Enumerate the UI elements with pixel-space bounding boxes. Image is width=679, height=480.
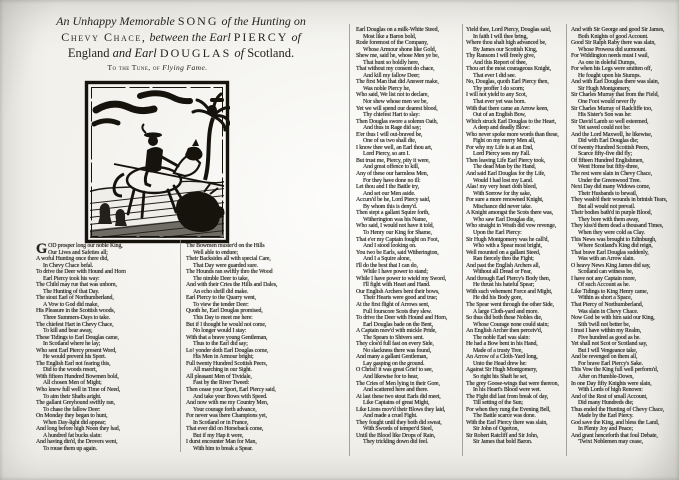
ballad-line: The Battle scarce was done.	[473, 413, 536, 420]
ballad-line: With Swords of temper'd Steel,	[363, 426, 434, 433]
ballad-line: In one Day fifty Knights were slain,	[571, 380, 652, 387]
ballad-line: With such vehement Force and Might,	[466, 288, 553, 295]
ballad-line: Thy proffer I do scorn;	[473, 85, 525, 92]
ballad-line: He fought upon his Stumps.	[578, 72, 641, 79]
ballad-column-3	[356, 27, 460, 446]
ballad-line: For Widdington needs must I wail,	[571, 53, 649, 60]
ballad-line: Was slain in Chevy Chace.	[578, 308, 639, 315]
ballad-line: The Cries of Men lying in their Gore,	[356, 380, 440, 387]
ballad-line: These Tidings to Earl Douglas came,	[36, 334, 119, 341]
ballad-line: Thy Ransom I will freely give,	[466, 53, 536, 60]
ballad-line: Who said, We list not to declare,	[356, 92, 429, 99]
ballad-line: To view the tender Deer:	[193, 301, 249, 308]
ballad-line: An Arrow of a Cloth-Yard long,	[466, 354, 538, 361]
ballad-line: When Day-light did appear;	[43, 419, 106, 426]
ballad-line: A Vow to God did make,	[43, 301, 99, 308]
ballad-column-5	[571, 27, 675, 446]
ballad-line: For they have done no ill:	[363, 177, 421, 184]
ballad-line: Now God be with him said our King,	[571, 315, 655, 322]
ballad-line: Well mounted on a gallant Steed,	[466, 249, 541, 256]
ballad-line: Three Summers-Days to take.	[43, 315, 111, 322]
ballad-line: With that there came an Arrow keen,	[466, 105, 549, 112]
ballad-line: Sir Charles Murray of Radcliffe too,	[571, 105, 653, 112]
ballad-line: I trust I have within my Realm,	[571, 328, 642, 335]
ballad-line: Who straight in Wrath did vow revenge,	[466, 223, 557, 230]
ballad-line: But if I thought he would not come,	[186, 321, 267, 328]
ballad-line: Thou art the most courageous Knight,	[466, 66, 552, 73]
ballad-line: And with Sir George and good Sir James,	[571, 27, 665, 33]
ballad-line: And grant henceforth that foul Debate,	[571, 432, 658, 439]
ballad-line: They fought until they both did sweat,	[356, 419, 442, 426]
ballad-line: The grey Goose-wings that were thereon,	[466, 380, 559, 387]
ballad-line: Was with an Arrow slain.	[578, 256, 635, 263]
ballad-line: Sir Charles Murray that from the Field,	[571, 92, 659, 99]
ballad-column-2	[186, 243, 332, 453]
drop-cap: G	[36, 241, 48, 257]
ballad-line: This News was brought to Edinburgh,	[571, 236, 657, 243]
ballad-line: And take your Bows with Speed.	[193, 393, 268, 400]
ballad-line: They trickling down did feel.	[363, 439, 429, 446]
ballad-line: Was noble Piercy he,	[363, 85, 411, 92]
ballad-line: His Sister's Son was he:	[578, 112, 632, 119]
ballad-line: And having din'd, the Drovers went,	[36, 439, 118, 446]
ballad-line: Mischance did never take.	[473, 203, 532, 210]
ballad-line: And I stood looking on.	[363, 243, 417, 250]
ballad-line: Ran fiercely thro the Fight;	[473, 256, 534, 263]
ballad-line: To drive the Deer with Hound and Horn	[36, 269, 126, 276]
ballad-line: In Chevy Chace befal.	[43, 262, 94, 269]
woodcut-illustration	[84, 80, 230, 244]
ballad-line: Of fifteen Hundred Englishmen,	[571, 157, 644, 164]
ballad-line: A hundred fat bucks slain:	[43, 432, 102, 439]
ballad-line: Quoth he, Earl Douglas promised,	[186, 308, 263, 315]
ballad-line: Sith 'twill not better be,	[578, 321, 631, 328]
ballad-line: Your courage forth advance,	[193, 406, 257, 413]
ballad-line: I know thee well, an Earl thou art,	[356, 144, 433, 151]
ballad-line: Who with a Spear most bright,	[473, 243, 542, 250]
ballad-line: The Bowmen muster'd on the Hills	[186, 243, 265, 249]
ballad-line: Yield thee, Lord Piercy, Douglas said,	[466, 27, 552, 33]
ballad-line: Went Home but fifty-three,	[578, 164, 639, 171]
ballad-line: O heavy News King James did say,	[571, 262, 651, 269]
ballad-line: And through Earl Piercy's Body then,	[466, 275, 551, 282]
ballad-line: The English Earl not fearing this,	[36, 360, 111, 367]
hunting-woodcut	[84, 80, 230, 244]
ballad-line: To drive the Deer with Hound and Horn,	[356, 315, 448, 322]
ballad-line: To Henry our King for Shame,	[363, 229, 432, 236]
ballad-line: Then cease your Sport, Earl Piercy said,	[186, 387, 276, 394]
ballad-line: At the first flight of Arrows sent,	[356, 301, 430, 308]
ballad-line: That Day were guarded sure.	[193, 262, 258, 269]
ballad-line: Yet shall not Scot or Scotland say,	[571, 341, 648, 348]
ballad-line: Of twenty Hundred Scottish Peers,	[571, 144, 650, 151]
ballad-line: And scattered here and there.	[363, 387, 429, 394]
ballad-line: Any of these our harmless Men,	[356, 171, 428, 178]
ballad-line: Full fourscore Scots they slew.	[363, 308, 432, 315]
ballad-line: Our English Archers bent their bows,	[356, 288, 440, 295]
page-title-line3: England and Earl DOUGLAS of Scotland.	[67, 46, 295, 60]
ballad-line: Lo! yonder doth Earl Douglas come,	[186, 347, 269, 354]
ballad-line: Upon the Earl Piercy:	[473, 229, 522, 236]
ballad-line: One Foot would never fly	[578, 99, 636, 106]
ballad-line: Yet saved could not be:	[578, 125, 631, 132]
ballad-line: E'er thus I will out-braved be,	[356, 131, 423, 138]
ballad-line: And this Report of thee,	[473, 59, 527, 66]
ballad-line: Unto the Head drew he:	[473, 360, 527, 367]
ballad-line: Whose Courage none could stain;	[473, 321, 549, 328]
ballad-line: With fifteen Hundred Bowmen bold,	[36, 373, 119, 380]
ballad-line: Earl Douglas on a milk-White Steed,	[356, 27, 439, 33]
ballad-line: And past the English Archers all,	[466, 262, 540, 269]
ballad-line: Accurs'd be he, Lord Piercy said,	[356, 197, 431, 204]
ballad-line: And made a cruel Fight.	[363, 413, 418, 420]
ballad-line: With the Earl Piercy there was slain,	[466, 419, 548, 426]
ballad-line: That Piercy of Northumberland,	[571, 301, 643, 308]
ballad-line: Like Tidings to King Henry came,	[571, 288, 648, 295]
ballad-line: For when they rung the Evening Bell,	[466, 406, 551, 413]
ballad-line: The Hounds ran swiftly thro the Wood	[186, 269, 273, 276]
ballad-line: The nimble Deer to take,	[193, 275, 249, 282]
ballad-line: He thrust his hateful Spear;	[473, 282, 535, 289]
ballad-line: I'll do the best that I can do,	[356, 262, 418, 269]
ballad-line: That ever yet was born.	[473, 99, 526, 106]
ballad-line: Did with Earl Douglas die;	[578, 138, 639, 145]
ballad-line: No slackness there was found,	[363, 347, 432, 354]
ballad-line: And many a gallant Gentleman,	[356, 354, 428, 361]
ballad-line: And kill my fallow Deer;	[363, 72, 420, 79]
ballad-line: By James our Scottish King,	[473, 46, 538, 53]
ballad-line: The gallant Greyhound swiftly ran,	[36, 400, 115, 407]
ballad-line: Our Lives and Safeties all;	[48, 249, 108, 256]
ballad-line: And of the Rest of small Account,	[571, 393, 648, 400]
ballad-line: Earl Piercy took his way:	[43, 275, 100, 282]
ballad-line: In faith I will thee bring,	[473, 33, 528, 40]
ballad-line: Who never spoke more words than these,	[466, 131, 559, 138]
ballad-line: That hunt so boldly here,	[363, 59, 420, 66]
ballad-line: The noble Earl was slain:	[473, 334, 530, 341]
ballad-line: The Spear went through the other Side,	[466, 301, 554, 308]
ballad-line: Whose Prowess did surmount.	[578, 46, 647, 53]
ballad-line: To rouse them up again.	[43, 445, 97, 452]
ballad-line: Alas! my very heart doth bleed,	[466, 184, 537, 191]
column-divider	[462, 24, 463, 456]
ballad-line: Lord Piercy sees my Fall.	[473, 151, 531, 158]
ballad-line: But all would not prevail.	[578, 203, 636, 210]
ballad-line: Of such Account as he.	[578, 282, 630, 289]
ballad-line: His Men in Armour bright;	[193, 354, 254, 361]
ballad-line: They wash'd their wounds in brinish Tears,	[571, 197, 668, 204]
ballad-line: The Fight did last from break of day,	[466, 393, 549, 400]
ballad-line: The dead Man by the Hand,	[473, 164, 536, 171]
ballad-line: Next Day did many Widows come,	[571, 184, 651, 191]
ballad-line: Rode foremost of the Company,	[356, 40, 428, 47]
ballad-line: Made by the Earl Piercy.	[578, 413, 634, 420]
ballad-line: And long before high Noon they had,	[36, 426, 120, 433]
ballad-line: Their Backsides all with special Care,	[186, 256, 271, 263]
column-divider	[180, 240, 181, 452]
ballad-line: For why my Life is at an End,	[466, 144, 534, 151]
ballad-line: I have not any Captain more,	[571, 275, 637, 282]
ballad-line: Within as short a Space,	[578, 295, 632, 302]
ballad-line: Sir Hugh Montgomery was he call'd,	[466, 236, 549, 243]
ballad-line: Their Husbands to bewail,	[578, 190, 638, 197]
ballad-line: Sir Robert Ratcliff and Sir John,	[466, 432, 539, 439]
ballad-line: So thus did both these Nobles die,	[466, 315, 543, 322]
ballad-line: His Pleasure in the Scottish woods,	[36, 308, 115, 315]
ballad-line: To kill and bear away,	[43, 328, 93, 335]
ballad-line: Their Hearts were good and true;	[363, 295, 438, 302]
ballad-line: After on Humble-Down,	[578, 373, 634, 380]
ballad-line: The Spears to Shivers sent.	[363, 334, 424, 341]
ballad-line: I will not yield to any Scot,	[466, 92, 527, 99]
ballad-line: No longer would I stay:	[193, 328, 247, 335]
ballad-line: Who saw Earl Douglas die,	[473, 216, 535, 223]
ballad-line: Then leaving Life Earl Piercy took,	[466, 157, 546, 164]
ballad-line: But if my Hap it were,	[193, 432, 244, 439]
ballad-line: Like Captains of great Might,	[363, 400, 430, 407]
ballad-line: For sure a more renowned Knight,	[466, 197, 544, 204]
ballad-line: Thus to the Earl did say;	[193, 341, 248, 348]
ballad-line: With Lords of high Renown:	[578, 387, 643, 394]
ballad-line: No, Douglas, quoth Earl Piercy then,	[466, 79, 549, 86]
tune-caption: To the Tune, of Flying Fame.	[107, 63, 208, 72]
ballad-line: You two be Earls, said Witherington,	[356, 249, 439, 256]
ballad-line: Both Knights of good Account.	[578, 33, 649, 40]
ballad-line: Would I had lost my Land.	[473, 177, 534, 184]
ballad-line: And now with me my Country Men,	[186, 400, 269, 407]
ballad-line: That brave Earl Douglas suddenly,	[571, 249, 649, 256]
page-title	[26, 13, 336, 61]
ballad-line: Which struck Earl Douglas to the Heart,	[466, 118, 557, 125]
ballad-line: Most like a Baron bold,	[363, 33, 417, 40]
ballad-line: He had a Bow bent in his Hand,	[466, 341, 538, 348]
ballad-line: With Sorrow for thy sake,	[473, 190, 532, 197]
ballad-line: Did to the woods resort,	[43, 367, 97, 374]
ballad-line: Until the Blood like Drops of Rain,	[356, 432, 436, 439]
ballad-line: This Day to meet me here:	[193, 315, 253, 322]
ballad-line: They clos'd full fast on every Side,	[356, 341, 434, 348]
ballad-column-1	[36, 243, 178, 453]
ballad-line: And set our Men aside.	[363, 190, 416, 197]
ballad-line: Nor shew whose men we be,	[363, 99, 428, 106]
ballad-line: But trust me, Piercy, pity it were,	[356, 157, 430, 164]
ballad-line: Fight on my merry Men all,	[473, 138, 536, 145]
ballad-line: And said Earl Douglas for thy Life,	[466, 171, 546, 178]
ballad-line: Earl Piercy to the Quarry went,	[186, 295, 256, 302]
ballad-line: And great offence to kill,	[363, 164, 420, 171]
ballad-line: Then stept a gallant Squire forth,	[356, 210, 430, 217]
ballad-line: The Child may rue that was unborn,	[36, 282, 117, 289]
ballad-line: With that a brave young Gentleman,	[186, 334, 268, 341]
ballad-line: All marching in our Sight.	[193, 367, 252, 374]
ballad-line: Good Sir Ralph Raby there was slain,	[571, 40, 656, 47]
ballad-line: Sir David Lamb so well esteemed,	[571, 118, 649, 125]
ballad-line: Five hundred as good as he.	[578, 334, 641, 341]
ballad-line: In Scotland where he lay;	[43, 341, 101, 348]
ballad-line: And thus in Rage did say;	[363, 125, 422, 132]
ballad-line: Did many Hundreds die;	[578, 400, 634, 407]
ballad-line: Sir James that bold Baron.	[473, 439, 533, 446]
ballad-line: Lay gasping on the ground.	[363, 360, 425, 367]
ballad-line: A Knight amongst the Scots there was,	[466, 210, 554, 217]
ballad-line: And with their Cries the Hills and Dales,	[186, 282, 278, 289]
page-title-line1: An Unhappy Memorable SONG of the Hunting on	[56, 14, 306, 28]
ballad-line: A Captain mov'd with mickle Pride,	[356, 328, 437, 335]
ballad-line: I'll fight with Heart and Hand.	[363, 282, 431, 289]
ballad-line: All pleasant Men of Tividale,	[186, 373, 252, 380]
ballad-line: While I have power to stand;	[363, 269, 428, 276]
ballad-line: Whose Armour shone like Gold,	[363, 46, 436, 53]
ballad-line: In Scotland or in France,	[193, 419, 249, 426]
ballad-line: Where thou shalt high advanced be,	[466, 40, 547, 47]
ballad-line: But I will Vengeance take,	[578, 347, 638, 354]
ballad-line: Let thou and I the Battle try,	[356, 184, 419, 191]
ballad-line: God save the King, and bless the Land,	[571, 419, 659, 426]
ballad-line: The chiefest Hart in Chevy Chace,	[36, 321, 114, 328]
page-title-line2: Chevy Chace, between the Earl PIERCY of	[61, 30, 301, 44]
ballad-line: Against Sir Hugh Montgomery,	[466, 367, 538, 374]
ballad-line: In Plenty Joy and Peace;	[578, 426, 634, 433]
ballad-line: Without all Dread or Fear,	[473, 269, 532, 276]
ballad-line: OD prosper long our noble King,	[48, 243, 123, 249]
ballad-line: By whom this is deny'd.	[363, 203, 418, 210]
ballad-line: At last these two stout Earls did meet,	[356, 393, 441, 400]
ballad-line: That ever I did see.	[473, 72, 516, 79]
ballad-line: Well able to endure;	[193, 249, 239, 256]
ballad-line: This Vow the King full well perform'd,	[571, 367, 659, 374]
ballad-line: A deep and deadly Blow:	[473, 125, 530, 132]
ballad-line: And be revenged on them all,	[571, 354, 638, 361]
ballad-line: That ever did on Horseback come,	[186, 426, 264, 433]
ballad-line: Where Scotland's King did reign,	[578, 243, 653, 250]
ballad-line: An English Archer then perceiv'd,	[466, 328, 543, 335]
ballad-line: To aim their Shafts aright.	[43, 393, 102, 400]
ballad-line: Full twenty Hundred Scottish Peers,	[186, 360, 268, 367]
ballad-line: Fast by the River Tweed:	[193, 380, 250, 387]
ballad-line: Thus ended the Hunting of Chevy Chace,	[571, 406, 665, 413]
ballad-line: That e'er my Captain fought on Foot,	[356, 236, 439, 243]
ballad-line: Earl Douglas bade on the Bent,	[363, 321, 434, 328]
ballad-line: That without my consent do chace,	[356, 66, 435, 73]
ballad-line: Sir John of Ogerton,	[473, 426, 519, 433]
ballad-line: They kiss'd them dead a thousand Times,	[571, 223, 664, 230]
ballad-line: They bore with them away,	[578, 216, 640, 223]
woodcut-clouds	[94, 93, 222, 124]
ballad-line: 'Twixt Noblemen may cease,	[578, 439, 643, 446]
ballad-line: While I have power to wield my Sword,	[356, 275, 447, 282]
ballad-line: As one in doleful Dumps,	[578, 59, 636, 66]
ballad-line: Out of an English Bow,	[473, 112, 526, 119]
ballad-line: A large Cloth-yard and more.	[473, 308, 539, 315]
ballad-line: One of us two shall die,	[363, 138, 417, 145]
ballad-line: And likewise for to hear,	[363, 373, 419, 380]
ballad-line: Who said, I would not have it told,	[356, 223, 434, 230]
ballad-line: On Monday they began to hunt,	[36, 413, 108, 420]
ballad-line: Scarce fifty-five did fly;	[578, 151, 632, 158]
ballad-line: To chase the fallow Deer:	[43, 406, 101, 413]
ballad-line: Yet we will spend our dearest blood,	[356, 105, 438, 112]
ballad-line: Made of a trusty Tree,	[473, 347, 523, 354]
ballad-line: Thy chiefest Hart to slay:	[363, 112, 420, 119]
ballad-line: When they were cold as Clay.	[578, 229, 645, 236]
ballad-line: And the Lord Maxwell, he likewise,	[571, 131, 653, 138]
ballad-line: And I a Squire alone,	[363, 256, 411, 263]
ballad-line: A woful Hunting once there did,	[36, 256, 109, 263]
ballad-line: Till setting of the Sun;	[473, 400, 523, 407]
ballad-line: The first Man that did Answer make,	[356, 79, 439, 86]
ballad-line: The rest were slain in Chevy Chace,	[571, 171, 653, 178]
ballad-line: For never was there Champions yet,	[186, 413, 267, 420]
ballad-line: Lord Piercy, so am I.	[363, 151, 410, 158]
ballad-line: In his Heart's Blood were wet.	[473, 387, 541, 394]
ballad-line: So right his Shaft he set,	[473, 373, 528, 380]
ballad-line: Shew me, said he, whose Men ye be,	[356, 53, 439, 60]
ballad-line: For when his Legs were smitten off,	[571, 66, 652, 73]
ballad-line: He would prevent his Sport.	[43, 354, 107, 361]
ballad-line: Like Lions mov'd their Blows they laid,	[356, 406, 446, 413]
ballad-line: The stout Earl of Northumberland,	[36, 295, 114, 302]
ballad-line: The Hunting of that Day.	[43, 288, 100, 295]
ballad-line: For brave Earl Piercy's Sake.	[578, 360, 643, 367]
ballad-line: With him to break a Spear.	[193, 445, 253, 452]
ballad-line: Who knew full well in Time of Need,	[36, 387, 121, 394]
ballad-line: O Christ! it was great Grief to see,	[356, 367, 433, 374]
ballad-line: Their bodies bath'd in purple Blood,	[571, 210, 652, 217]
ballad-column-4	[466, 27, 564, 446]
ballad-line: Sir Hugh Montgomery,	[578, 85, 631, 92]
column-divider	[349, 24, 350, 456]
ballad-line: Who sent Earl Piercy present Word,	[36, 347, 117, 354]
ballad-line: I durst encounter Man for Man,	[186, 439, 257, 446]
ballad-line: Witherington was his Name,	[363, 216, 428, 223]
ballad-line: All chosen Men of Might;	[43, 380, 102, 387]
column-divider	[566, 24, 567, 456]
ballad-line: Scotland can witness be,	[578, 269, 634, 276]
ballad-line: Under the Greenwood Tree.	[578, 177, 641, 184]
ballad-line: He did his Body gore,	[473, 295, 523, 302]
ballad-line: An echo shrill did make.	[193, 288, 249, 295]
ballad-line: Then Douglas swore a solemn Oath,	[356, 118, 438, 125]
ballad-line: And with Earl Douglas there was slain,	[571, 79, 659, 86]
